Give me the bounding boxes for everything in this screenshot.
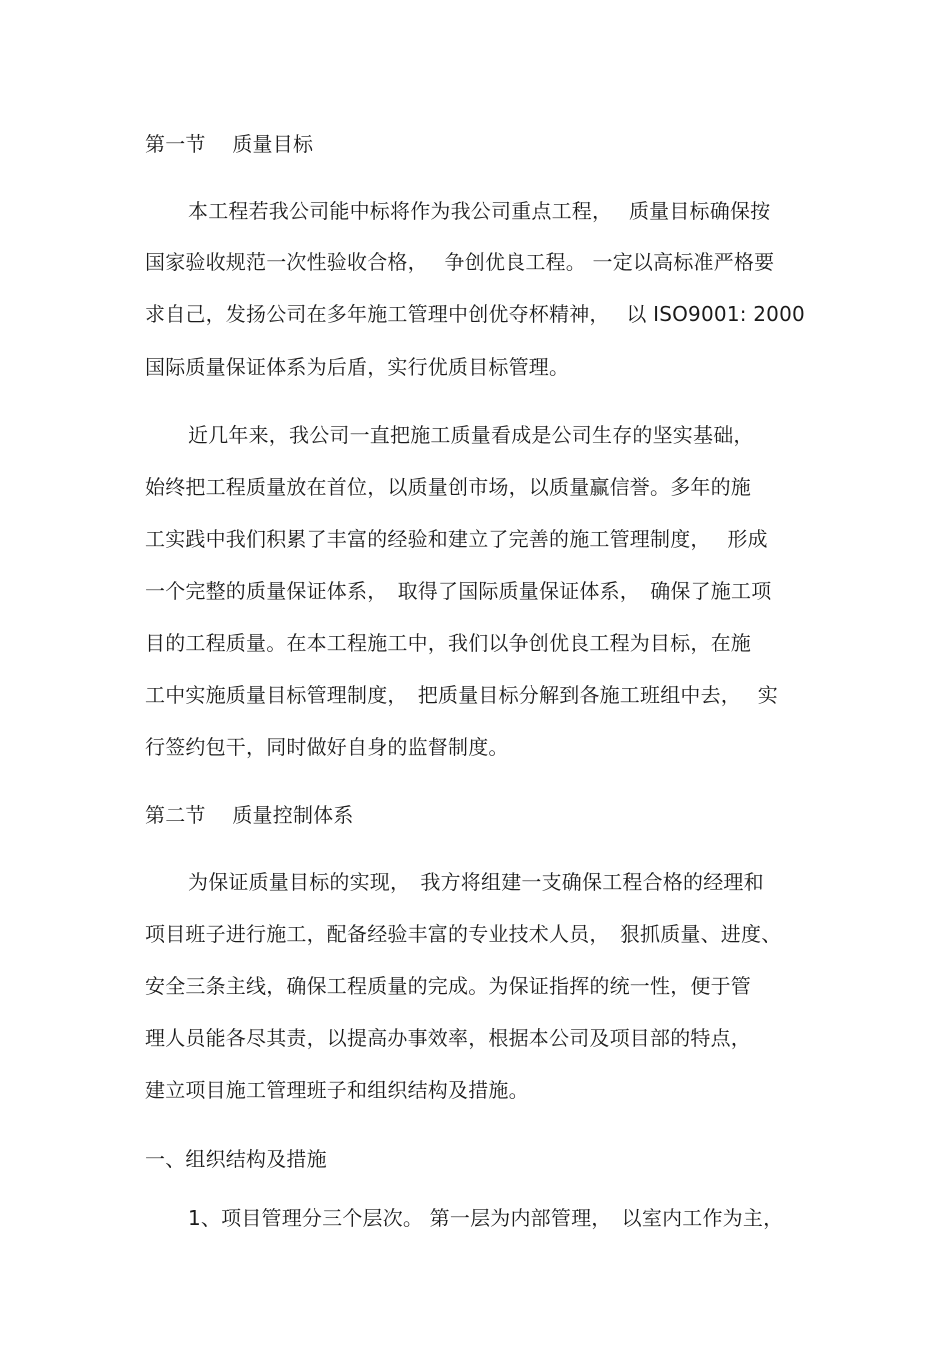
paragraph-line: 国家验收规范一次性验收合格， 争创优良工程。 一定以高标准严格要	[145, 250, 775, 274]
paragraph-line: 一个完整的质量保证体系， 取得了国际质量保证体系， 确保了施工项	[145, 579, 772, 603]
paragraph-line: 1、项目管理分三个层次。 第一层为内部管理， 以室内工作为主，	[188, 1206, 784, 1230]
paragraph-line: 始终把工程质量放在首位，以质量创市场，以质量赢信誉。多年的施	[145, 475, 751, 499]
paragraph-line: 本工程若我公司能中标将作为我公司重点工程， 质量目标确保按	[188, 199, 771, 223]
paragraph-line: 安全三条主线，确保工程质量的完成。为保证指挥的统一性，便于管	[145, 974, 751, 998]
paragraph-line: 工实践中我们积累了丰富的经验和建立了完善的施工管理制度， 形成	[145, 527, 768, 551]
paragraph-line: 建立项目施工管理班子和组织结构及措施。	[145, 1078, 529, 1102]
paragraph-line: 理人员能各尽其责，以提高办事效率，根据本公司及项目部的特点，	[145, 1026, 751, 1050]
paragraph-line: 国际质量保证体系为后盾，实行优质目标管理。	[145, 355, 570, 379]
paragraph-line: 求自己，发扬公司在多年施工管理中创优夺杯精神， 以 ISO9001: 2000	[145, 302, 805, 326]
paragraph-line: 近几年来，我公司一直把施工质量看成是公司生存的坚实基础，	[188, 423, 754, 447]
paragraph-line: 工中实施质量目标管理制度， 把质量目标分解到各施工班组中去， 实	[145, 683, 778, 707]
paragraph-line: 行签约包干，同时做好自身的监督制度。	[145, 735, 509, 759]
section-heading: 第一节 质量目标	[145, 132, 314, 156]
paragraph-line: 项目班子进行施工，配备经验丰富的专业技术人员， 狠抓质量、进度、	[145, 922, 782, 946]
section-heading: 第二节 质量控制体系	[145, 803, 354, 827]
paragraph-line: 为保证质量目标的实现， 我方将组建一支确保工程合格的经理和	[188, 870, 764, 894]
sub-heading: 一、组织结构及措施	[145, 1147, 327, 1171]
paragraph-line: 目的工程质量。在本工程施工中，我们以争创优良工程为目标，在施	[145, 631, 751, 655]
